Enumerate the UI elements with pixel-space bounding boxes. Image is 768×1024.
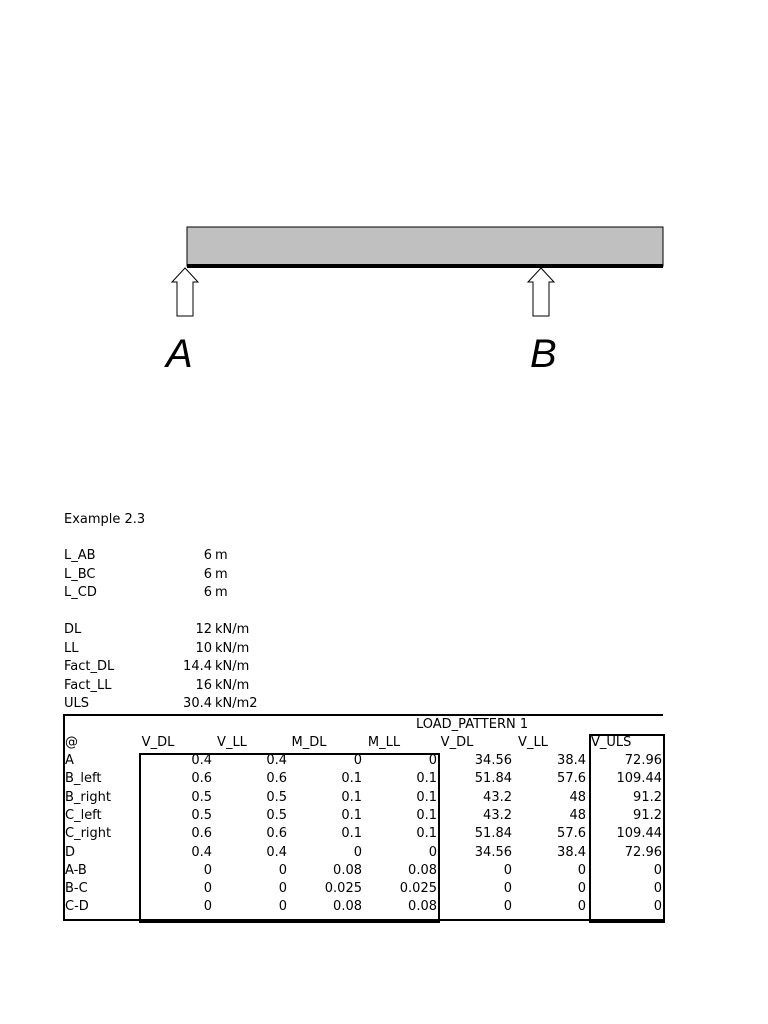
support-label-b: B	[530, 332, 557, 376]
table-cell: 0.4	[266, 753, 287, 768]
table-cell: 0.1	[341, 826, 362, 842]
parameter-name: Fact_LL	[64, 677, 112, 693]
table-cell: 0.4	[191, 753, 212, 768]
table-cell: 72.96	[624, 753, 662, 768]
column-header: V_LL	[518, 735, 548, 750]
table-cell: 0.6	[266, 771, 287, 787]
table-cell: 0	[503, 899, 512, 915]
parameter-unit: m	[215, 585, 228, 600]
parameter-value: 6	[203, 548, 212, 563]
table-cell: 0	[577, 881, 586, 897]
table-cell: 0	[503, 881, 512, 897]
table-cell: 0	[428, 844, 437, 860]
table-cell: 0	[278, 899, 287, 915]
table-cell: 0.025	[324, 881, 362, 897]
table-cell: 0.4	[266, 844, 287, 860]
table-row	[65, 825, 665, 843]
parameter-unit: kN/m	[215, 659, 250, 674]
table-row	[65, 880, 665, 898]
beam-diagram	[0, 0, 768, 400]
table-cell: 0.08	[333, 899, 362, 915]
results-table	[63, 714, 663, 921]
table-cell: 57.6	[557, 771, 586, 787]
parameter-unit: kN/m	[215, 640, 250, 656]
column-header: V_LL	[217, 735, 247, 750]
table-cell: 0.08	[408, 862, 437, 878]
row-label: C-D	[65, 899, 89, 915]
parameter-unit: m	[215, 548, 228, 563]
table-cell: 43.2	[483, 789, 512, 805]
table-cell: 0.1	[416, 771, 437, 787]
support-arrow-a	[172, 268, 198, 316]
load-pattern-header: LOAD_PATTERN 1	[416, 717, 529, 732]
table-cell: 51.84	[474, 826, 512, 842]
parameter-name: L_CD	[64, 585, 97, 600]
support-arrow-b	[528, 268, 554, 316]
table-cell: 0	[653, 862, 662, 878]
table-cell: 34.56	[474, 844, 512, 860]
table-cell: 0.5	[266, 807, 287, 823]
table-cell: 91.2	[633, 807, 662, 823]
table-cell: 72.96	[624, 844, 662, 860]
table-cell: 0	[353, 753, 362, 768]
table-cell: 0.1	[341, 807, 362, 823]
column-header: V_DL	[440, 735, 474, 750]
table-cell: 0.1	[416, 826, 437, 842]
column-header: V_ULS	[591, 735, 632, 750]
table-cell: 51.84	[474, 771, 512, 787]
table-cell: 0.4	[191, 844, 212, 860]
parameter-value: 6	[203, 585, 212, 600]
table-cell: 57.6	[557, 826, 586, 842]
table-cell: 34.56	[474, 753, 512, 768]
table-row	[65, 898, 665, 916]
table-cell: 0	[653, 899, 662, 915]
parameter-value: 10	[195, 640, 212, 656]
row-label: C_right	[65, 826, 112, 842]
parameter-unit: kN/m	[215, 622, 250, 637]
row-label: A	[65, 753, 74, 768]
parameter-name: DL	[64, 622, 82, 637]
column-header: @	[65, 735, 78, 750]
table-cell: 38.4	[557, 753, 586, 768]
table-cell: 48	[569, 807, 586, 823]
row-label: D	[65, 844, 76, 860]
parameter-value: 16	[195, 677, 212, 693]
parameter-name: L_BC	[64, 566, 96, 582]
table-row	[65, 862, 665, 880]
table-cell: 109.44	[616, 771, 662, 787]
table-cell: 0.6	[266, 826, 287, 842]
table-cell: 0.08	[408, 899, 437, 915]
table-cell: 0	[203, 881, 212, 897]
parameter-value: 30.4	[183, 696, 212, 711]
table-cell: 0	[203, 899, 212, 915]
table-cell: 38.4	[557, 844, 586, 860]
parameter-name: ULS	[64, 696, 90, 711]
table-cell: 0.1	[416, 789, 437, 805]
row-label: B_left	[65, 771, 102, 787]
table-cell: 0	[353, 844, 362, 860]
table-cell: 0.5	[191, 789, 212, 805]
table-cell: 0.5	[266, 789, 287, 805]
parameter-value: 6	[203, 566, 212, 582]
table-cell: 0	[577, 862, 586, 878]
table-cell: 0	[577, 899, 586, 915]
table-cell: 0	[653, 881, 662, 897]
table-cell: 0	[503, 862, 512, 878]
parameter-unit: m	[215, 566, 228, 582]
table-cell: 91.2	[633, 789, 662, 805]
table-cell: 43.2	[483, 807, 512, 823]
table-row	[65, 752, 665, 770]
table-cell: 48	[569, 789, 586, 805]
table-cell: 0.08	[333, 862, 362, 878]
parameter-value: 14.4	[183, 659, 212, 674]
row-label: B-C	[65, 881, 88, 897]
column-header: M_DL	[291, 735, 327, 750]
table-cell: 109.44	[616, 826, 662, 842]
table-header-row	[65, 734, 665, 752]
table-cell: 0.1	[341, 789, 362, 805]
table-cell: 0	[428, 753, 437, 768]
table-cell: 0	[278, 881, 287, 897]
parameter-name: Fact_DL	[64, 659, 115, 674]
table-cell: 0.025	[399, 881, 437, 897]
row-label: B_right	[65, 789, 111, 805]
example-title: Example 2.3	[64, 512, 146, 527]
parameter-unit: kN/m2	[215, 696, 258, 711]
parameter-name: L_AB	[64, 548, 96, 563]
table-row	[65, 844, 665, 862]
row-label: C_left	[65, 807, 102, 823]
column-header: M_LL	[367, 735, 401, 750]
beam	[187, 227, 663, 266]
table-cell: 0.5	[191, 807, 212, 823]
parameter-name: LL	[64, 640, 79, 656]
table-cell: 0.6	[191, 826, 212, 842]
row-label: A-B	[65, 862, 87, 878]
table-cell: 0	[278, 862, 287, 878]
table-row	[65, 789, 665, 807]
table-cell: 0.1	[416, 807, 437, 823]
table-cell: 0	[203, 862, 212, 878]
column-header: V_DL	[141, 735, 175, 750]
parameter-value: 12	[195, 622, 212, 637]
table-cell: 0.1	[341, 771, 362, 787]
table-row	[65, 770, 665, 788]
parameter-unit: kN/m	[215, 677, 250, 693]
table-cell: 0.6	[191, 771, 212, 787]
table-row	[65, 807, 665, 825]
support-label-a: A	[166, 332, 193, 376]
